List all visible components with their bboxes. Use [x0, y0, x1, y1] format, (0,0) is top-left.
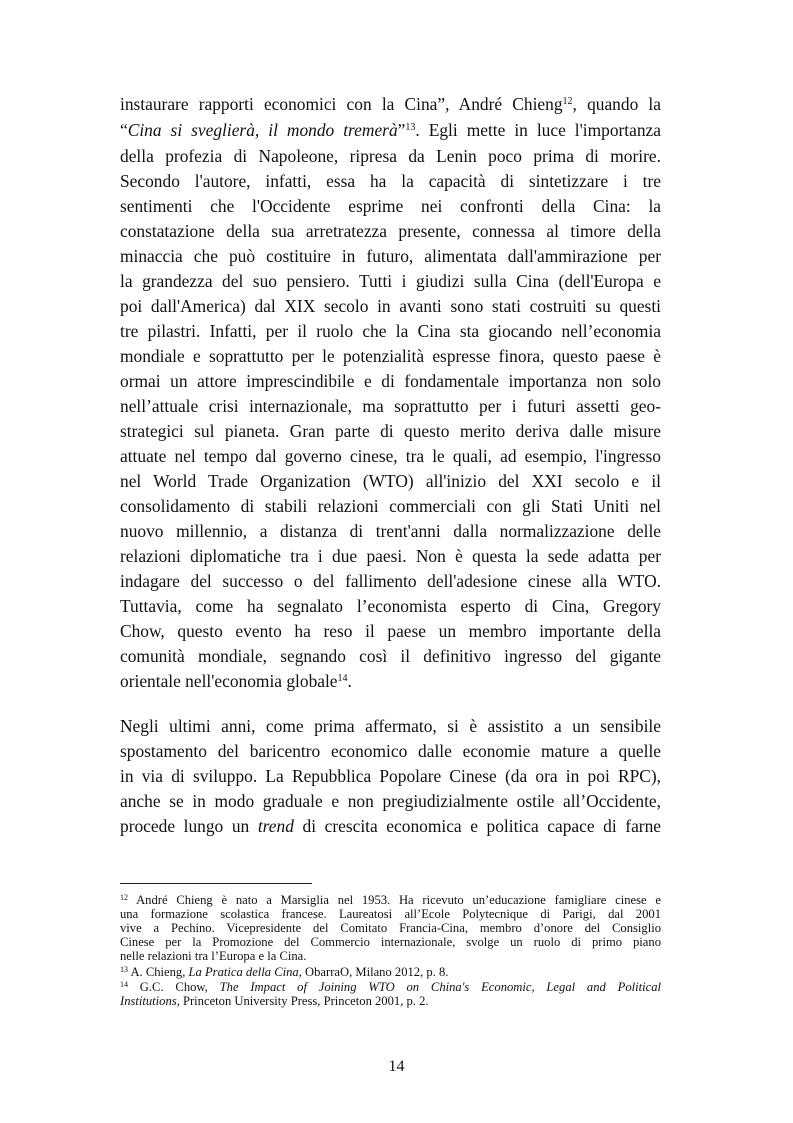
body-line: instaurare rapporti economici con la Cina”, André Chieng$^{12}$, quando la — [120, 94, 661, 114]
body-line: nel World Trade Organization (WTO) all'inizio del XXI secolo e il — [120, 471, 661, 491]
body-line: in via di sviluppo. La Repubblica Popolare Cinese (da ora in poi RPC), — [120, 766, 661, 786]
body-line: mondiale e soprattutto per le potenzialità espresse finora, questo paese è — [120, 346, 661, 366]
footnote-12: $^{12}$ André Chieng è nato a Marsiglia nel 1953. Ha ricevuto un’educazione famigliare cinese e — [120, 893, 661, 907]
body-line: la grandezza del suo pensiero. Tutti i giudizi sulla Cina (dell'Europa e — [120, 271, 661, 291]
footnote-14: $^{14}$ G.C. Chow, The Impact of Joining WTO on China's Economic, Legal and Political — [120, 980, 662, 994]
body-line: Chow, questo evento ha reso il paese un membro importante della — [120, 621, 661, 641]
body-line: “Cina si sveglierà, il mondo tremerà”$^{13}$. Egli mette in luce l'importanza — [120, 120, 661, 140]
body-line: orientale nell'economia globale$^{14}$. — [120, 671, 352, 691]
page-number: 14 — [388, 1058, 405, 1075]
body-line: ormai un attore imprescindibile e di fondamentale importanza non solo — [120, 371, 661, 391]
footnote-ref-14[interactable]: 14 — [337, 673, 348, 684]
body-line: consolidamento di stabili relazioni commerciali con gli Stati Uniti nel — [120, 496, 661, 516]
footnote-ref-13[interactable]: 13 — [405, 122, 416, 133]
body-line: poi dall'America) dal XIX secolo in avanti sono stati costruiti su questi — [120, 296, 661, 316]
body-line: nell’attuale crisi internazionale, ma soprattutto per i futuri assetti geo- — [120, 396, 661, 416]
body-line: nuovo millennio, a distanza di trent'anni dalla normalizzazione delle — [120, 521, 661, 541]
italic-term: trend — [257, 816, 294, 836]
body-line: tre pilastri. Infatti, per il ruolo che la Cina sta giocando nell’economia — [120, 321, 661, 341]
body-line: comunità mondiale, segnando così il definitivo ingresso del gigante — [120, 646, 661, 666]
body-line: minaccia che può costituire in futuro, alimentata dall'ammirazione per — [120, 246, 661, 266]
quote-italic: Cina si sveglierà, il mondo tremerà — [127, 120, 398, 140]
footnote-13: $^{13}$ A. Chieng, La Pratica della Cina, ObarraO, Milano 2012, p. 8. — [120, 965, 449, 979]
footnote-line: Cinese per la Promozione del Commercio internazionale, svolge un ruolo di primo piano — [120, 935, 661, 949]
footnote-line: Institutions, Princeton University Press, Princeton 2001, p. 2. — [120, 994, 429, 1008]
body-line: constatazione della sua arretratezza presente, connessa al timore della — [120, 221, 661, 241]
body-line: della profezia di Napoleone, ripresa da Lenin poco prima di morire. — [120, 146, 661, 166]
body-line: procede lungo un trend di crescita economica e politica capace di farne — [120, 816, 661, 836]
body-line: relazioni diplomatiche tra i due paesi. Non è questa la sede adatta per — [120, 546, 661, 566]
body-line: sentimenti che l'Occidente esprime nei confronti della Cina: la — [120, 196, 661, 216]
body-line: spostamento del baricentro economico dalle economie mature a quelle — [120, 741, 661, 761]
body-line: anche se in modo graduale e non pregiudizialmente ostile all’Occidente, — [120, 791, 661, 811]
body-line: Negli ultimi anni, come prima affermato, si è assistito a un sensibile — [120, 716, 661, 736]
body-line: strategici sul pianeta. Gran parte di questo merito deriva dalle misure — [120, 421, 661, 441]
footnote-line: una formazione scolastica francese. Laureatosi all’Ecole Polytecnique di Parigi, dal 2001 — [120, 907, 661, 921]
body-line: indagare del successo o del fallimento dell'adesione cinese alla WTO. — [120, 571, 661, 591]
footnote-ref-12[interactable]: 12 — [562, 96, 573, 107]
footnote-line: vive a Pechino. Vicepresidente del Comitato Francia-Cina, membro d’onore del Consiglio — [120, 921, 661, 935]
body-line: Tuttavia, come ha segnalato l’economista esperto di Cina, Gregory — [120, 596, 661, 616]
body-line: attuate nel tempo dal governo cinese, tra le quali, ad esempio, l'ingresso — [120, 446, 661, 466]
footnote-separator — [120, 883, 312, 884]
footnote-line: nelle relazioni tra l’Europa e la Cina. — [120, 949, 307, 963]
body-line: Secondo l'autore, infatti, essa ha la capacità di sintetizzare i tre — [120, 171, 661, 191]
